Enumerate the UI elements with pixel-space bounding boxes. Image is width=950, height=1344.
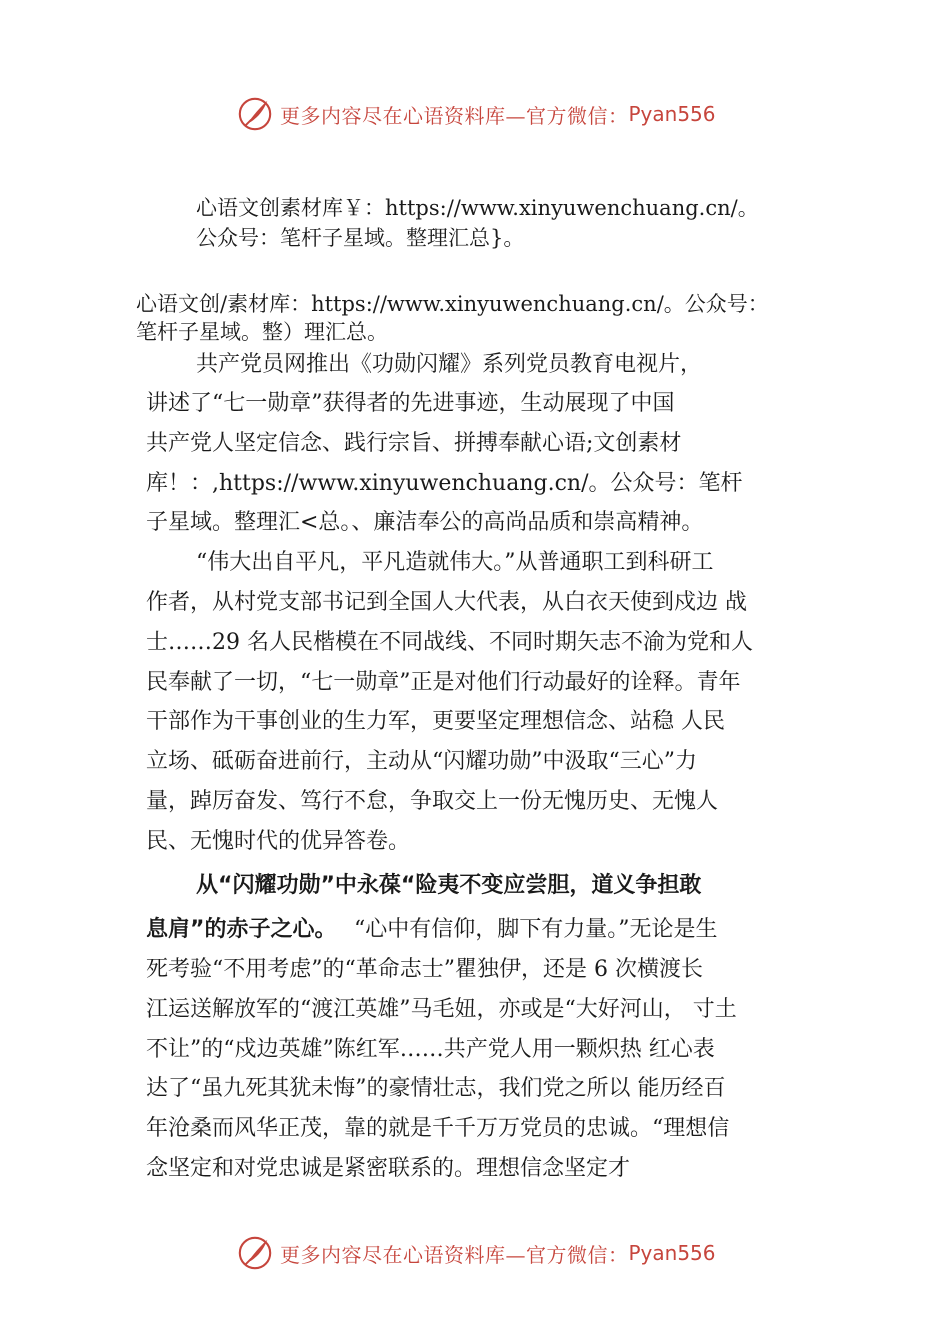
text-line: 民奉献了一切，“七一勋章”正是对他们行动最好的诠释。青年 bbox=[146, 670, 741, 695]
text-line: 公众号：笔杆子星域。整理汇总}。 bbox=[196, 226, 525, 250]
text-line: 立场、砥砺奋进前行，主动从“闪耀功勋”中汲取“三心”力 bbox=[146, 749, 697, 774]
footer-banner-text: 更多内容尽在心语资料库—官方微信： bbox=[280, 1242, 629, 1267]
text-line: 讲述了“七一勋章”获得者的先进事迹，生动展现了中国 bbox=[146, 391, 675, 416]
text-line: 心语文创/素材库：https://www.xinyuwenchuang.cn/。公众号： bbox=[136, 292, 769, 316]
header-banner bbox=[236, 94, 756, 134]
text-line: 作者，从村党支部书记到全国人大代表，从白衣天使到戍边 战 bbox=[146, 590, 747, 615]
header-wechat-id: Pyan556 bbox=[628, 102, 716, 126]
text-line: 不让”的“戍边英雄”陈红军……共产党人用一颗炽热 红心表 bbox=[146, 1037, 715, 1062]
section-heading: 从“闪耀功勋”中永葆“险夷不变应尝胆，道义争担敢 bbox=[196, 873, 702, 898]
text-line: 笔杆子星域。整）理汇总。 bbox=[136, 320, 388, 344]
text-line: 共产党员网推出《功勋闪耀》系列党员教育电视片， bbox=[196, 352, 703, 377]
text-line: 达了“虽九死其犹未悔”的豪情壮志，我们党之所以 能历经百 bbox=[146, 1076, 726, 1101]
text-line: 干部作为干事创业的生力军，更要坚定理想信念、站稳 人民 bbox=[146, 709, 725, 734]
footer-wechat-id: Pyan556 bbox=[628, 1241, 716, 1265]
text-line: 民、无愧时代的优异答卷。 bbox=[146, 829, 411, 854]
text-line: “心中有信仰，脚下有力量。”无论是生 bbox=[354, 917, 718, 942]
text-line: 共产党人坚定信念、践行宗旨、拼搏奉献心语;文创素材 bbox=[146, 431, 682, 456]
section-heading: 息肩”的赤子之心。 bbox=[146, 917, 337, 942]
text-line: 库！：,https://www.xinyuwenchuang.cn/。公众号：笔杆 bbox=[146, 471, 743, 496]
text-line: 量，踔厉奋发、笃行不怠，争取交上一份无愧历史、无愧人 bbox=[146, 789, 719, 814]
quill-pen-icon bbox=[236, 1234, 274, 1272]
text-line: 心语文创素材库￥：https://www.xinyuwenchuang.cn/。 bbox=[196, 196, 759, 220]
quill-pen-icon bbox=[236, 95, 274, 133]
footer-banner bbox=[236, 1233, 756, 1273]
text-line: 江运送解放军的“渡江英雄”马毛妞，亦或是“大好河山， 寸土 bbox=[146, 997, 737, 1022]
text-line: 子星域。整理汇<总。、廉洁奉公的高尚品质和崇高精神。 bbox=[146, 510, 704, 535]
text-line: “伟大出自平凡，平凡造就伟大。”从普通职工到科研工 bbox=[196, 550, 714, 575]
text-line: 死考验“不用考虑”的“革命志士”瞿独伊，还是 6 次横渡长 bbox=[146, 957, 703, 982]
text-line: 士……29 名人民楷模在不同战线、不同时期矢志不渝为党和人 bbox=[146, 630, 753, 655]
text-line: 念坚定和对党忠诚是紧密联系的。理想信念坚定才 bbox=[146, 1156, 631, 1181]
text-line: 年沧桑而风华正茂，靠的就是千千万万党员的忠诚。“理想信 bbox=[146, 1116, 730, 1141]
header-banner-text: 更多内容尽在心语资料库—官方微信： bbox=[280, 103, 629, 128]
